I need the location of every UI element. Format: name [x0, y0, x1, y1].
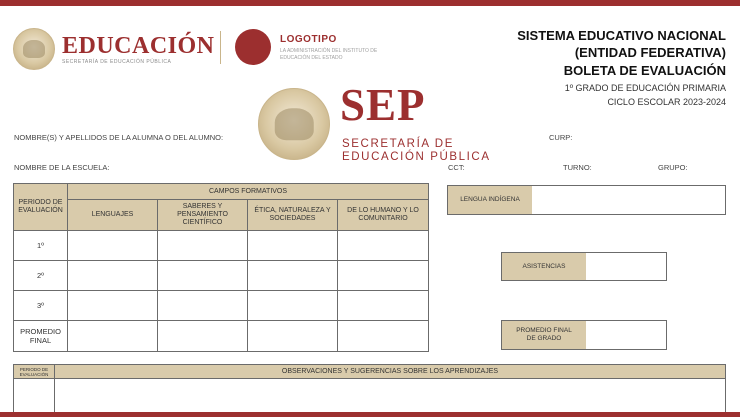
asistencias-box	[501, 252, 667, 281]
grade-cell[interactable]	[158, 321, 248, 352]
obs-period-header: PERIODO DE EVALUACIÓN	[14, 365, 55, 379]
promedio-final-value[interactable]	[586, 321, 666, 349]
row-label-2: 2º	[14, 261, 68, 291]
row-label-3: 3º	[14, 291, 68, 321]
top-band	[0, 0, 740, 6]
grade-cell[interactable]	[338, 291, 429, 321]
student-name-label: NOMBRE(S) Y APELLIDOS DE LA ALUMNA O DEL ALUMNO:	[14, 133, 224, 142]
col-saberes: SABERES Y PENSAMIENTO CIENTÍFICO	[158, 200, 248, 231]
logo-subtitle: LA ADMINISTRACIÓN DEL INSTITUTO DE EDUCACIÓN DEL ESTADO	[280, 48, 378, 61]
title-line-1: SISTEMA EDUCATIVO NACIONAL	[517, 28, 726, 43]
grade-cell[interactable]	[248, 261, 338, 291]
grade-cell[interactable]	[68, 261, 158, 291]
col-lenguajes: LENGUAJES	[68, 200, 158, 231]
grade-cell[interactable]	[158, 291, 248, 321]
col-etica: ÉTICA, NATURALEZA Y SOCIEDADES	[248, 200, 338, 231]
grade-cell[interactable]	[158, 231, 248, 261]
grade-cell[interactable]	[248, 231, 338, 261]
coat-of-arms-icon	[13, 28, 55, 70]
school-name-label: NOMBRE DE LA ESCUELA:	[14, 163, 110, 172]
logo-circle-icon	[235, 29, 271, 65]
title-line-2: (ENTIDAD FEDERATIVA)	[574, 45, 726, 60]
brand-word: EDUCACIÓN	[62, 33, 215, 59]
row-label-1: 1º	[14, 231, 68, 261]
grade-cell[interactable]	[338, 321, 429, 352]
row-label-final: PROMEDIO FINAL	[14, 321, 68, 352]
cct-label: CCT:	[448, 163, 465, 172]
curp-label: CURP:	[549, 133, 573, 142]
grade-cell[interactable]	[68, 231, 158, 261]
bottom-band	[0, 412, 740, 417]
period-header: PERIODO DE EVALUACIÓN	[14, 184, 68, 231]
turno-label: TURNO:	[563, 163, 592, 172]
promedio-final-label: PROMEDIO FINAL DE GRADO	[502, 321, 586, 349]
obs-title: OBSERVACIONES Y SUGERENCIAS SOBRE LOS APRENDIZAJES	[55, 365, 726, 379]
obs-text-cell[interactable]	[55, 379, 726, 414]
asistencias-value[interactable]	[586, 253, 666, 280]
grade-cell[interactable]	[338, 261, 429, 291]
grades-table	[13, 183, 429, 352]
grade-cell[interactable]	[158, 261, 248, 291]
promedio-final-box	[501, 320, 667, 350]
lengua-indigena-value[interactable]	[532, 186, 725, 214]
grade-cell[interactable]	[68, 321, 158, 352]
lengua-indigena-label: LENGUA INDÍGENA	[448, 186, 532, 214]
title-line-3: BOLETA DE EVALUACIÓN	[563, 63, 726, 78]
sep-logo: SEP	[340, 80, 426, 130]
obs-period-cell[interactable]	[14, 379, 55, 414]
grade-cell[interactable]	[338, 231, 429, 261]
grade-label: 1º GRADO DE EDUCACIÓN PRIMARIA	[564, 83, 726, 93]
sep-subtitle-1: SECRETARÍA DE	[342, 138, 454, 150]
campos-header: CAMPOS FORMATIVOS	[68, 184, 429, 200]
lengua-indigena-box	[447, 185, 726, 215]
grade-cell[interactable]	[248, 291, 338, 321]
brand-subtitle: SECRETARÍA DE EDUCACIÓN PÚBLICA	[62, 59, 172, 65]
school-year: CICLO ESCOLAR 2023-2024	[607, 97, 726, 107]
sep-subtitle-2: EDUCACIÓN PÚBLICA	[342, 151, 491, 163]
coat-of-arms-large-icon	[258, 88, 330, 160]
observations-table	[13, 364, 726, 414]
col-humano: DE LO HUMANO Y LO COMUNITARIO	[338, 200, 429, 231]
grade-cell[interactable]	[248, 321, 338, 352]
asistencias-label: ASISTENCIAS	[502, 253, 586, 280]
logo-word: LOGOTIPO	[280, 34, 337, 45]
header-divider	[220, 31, 221, 64]
grupo-label: GRUPO:	[658, 163, 688, 172]
grade-cell[interactable]	[68, 291, 158, 321]
